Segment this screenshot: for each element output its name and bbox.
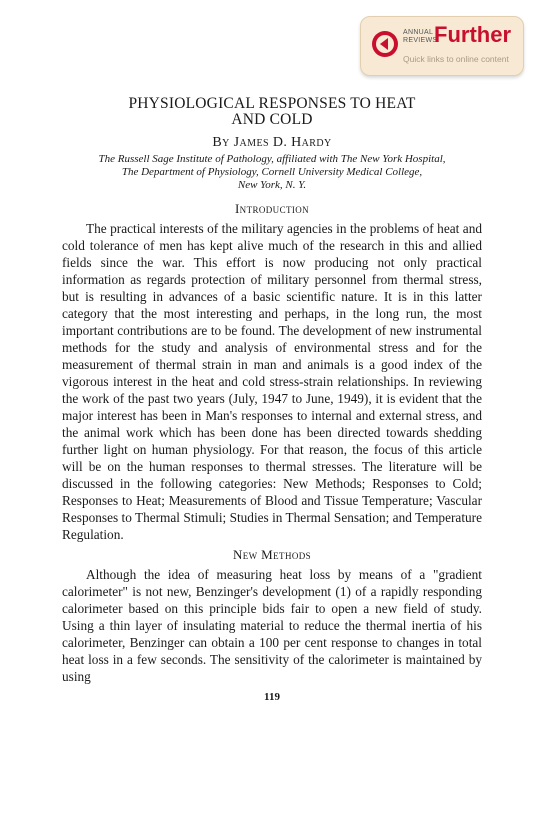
annual-label: ANNUAL (403, 29, 434, 36)
title-line-2: AND COLD (231, 111, 313, 128)
new-methods-paragraph: Although the idea of measuring heat loss by means of a "gradient calorimeter" is not new, Benzinger's development (1) of a rapidly responding calorimeter based on this principle bids fair to open a new field of study. Using a thin layer of insulating material to reduce the thermal inertia of his calorimeter, Benzinger can obtain a 100 per cent response to changes in total heat loss in a few seconds. The sensitivity of the calorimeter is maintained by using (62, 567, 482, 684)
reviews-label: REVIEWS (403, 37, 438, 44)
quick-links-subtitle: Quick links to online content (403, 54, 509, 64)
further-links-badge[interactable] (360, 16, 524, 76)
section-heading-new-methods: New Methods (232, 547, 312, 562)
author-affiliation (62, 153, 482, 192)
page-number: 119 (264, 691, 280, 703)
affiliation-line-1: The Russell Sage Institute of Pathology, affiliated with The New York Hospital, (98, 153, 446, 165)
play-arrow-icon (371, 30, 399, 58)
affiliation-line-3: New York, N. Y. (237, 179, 307, 191)
section-heading-introduction: Introduction (234, 201, 310, 216)
article-page (62, 96, 482, 703)
author-byline: By James D. Hardy (212, 135, 332, 150)
article-title (62, 96, 482, 128)
affiliation-line-2: The Department of Physiology, Cornell University Medical College, (121, 166, 423, 178)
introduction-paragraph: The practical interests of the military agencies in the problems of heat and cold tolerance of men has kept alive much of the research in this and allied fields since the war. This effort is now producing not only practical information as regards protection of military personnel from thermal stress, but is resulting in advances of a basic scientific nature. It is in this latter category that the most interesting and perhaps, in the long run, the most important contributions are to be found. The development of new instrumental methods for the study and analysis of environmental stress and for the measurement of thermal strain in man and animals is a good index of the vigorous interest in the heat and cold stress-strain relationships. In reviewing the work of the past two years (July, 1947 to June, 1949), it is evident that the major interest has been in Man's responses to internal and external stress, and the animal work which has been done has been directed towards shedding further light on human physiology. For that reason, the focus of this article will be on the human responses to thermal stresses. The literature will be discussed in the following categories: New Methods; Responses to Cold; Responses to Heat; Measurements of Blood and Tissue Temperature; Vascular Responses to Thermal Stimuli; Studies in Thermal Sensation; and Temperature Regulation. (62, 221, 482, 542)
title-line-1: PHYSIOLOGICAL RESPONSES TO HEAT (128, 95, 416, 112)
further-label: Further (434, 22, 511, 47)
